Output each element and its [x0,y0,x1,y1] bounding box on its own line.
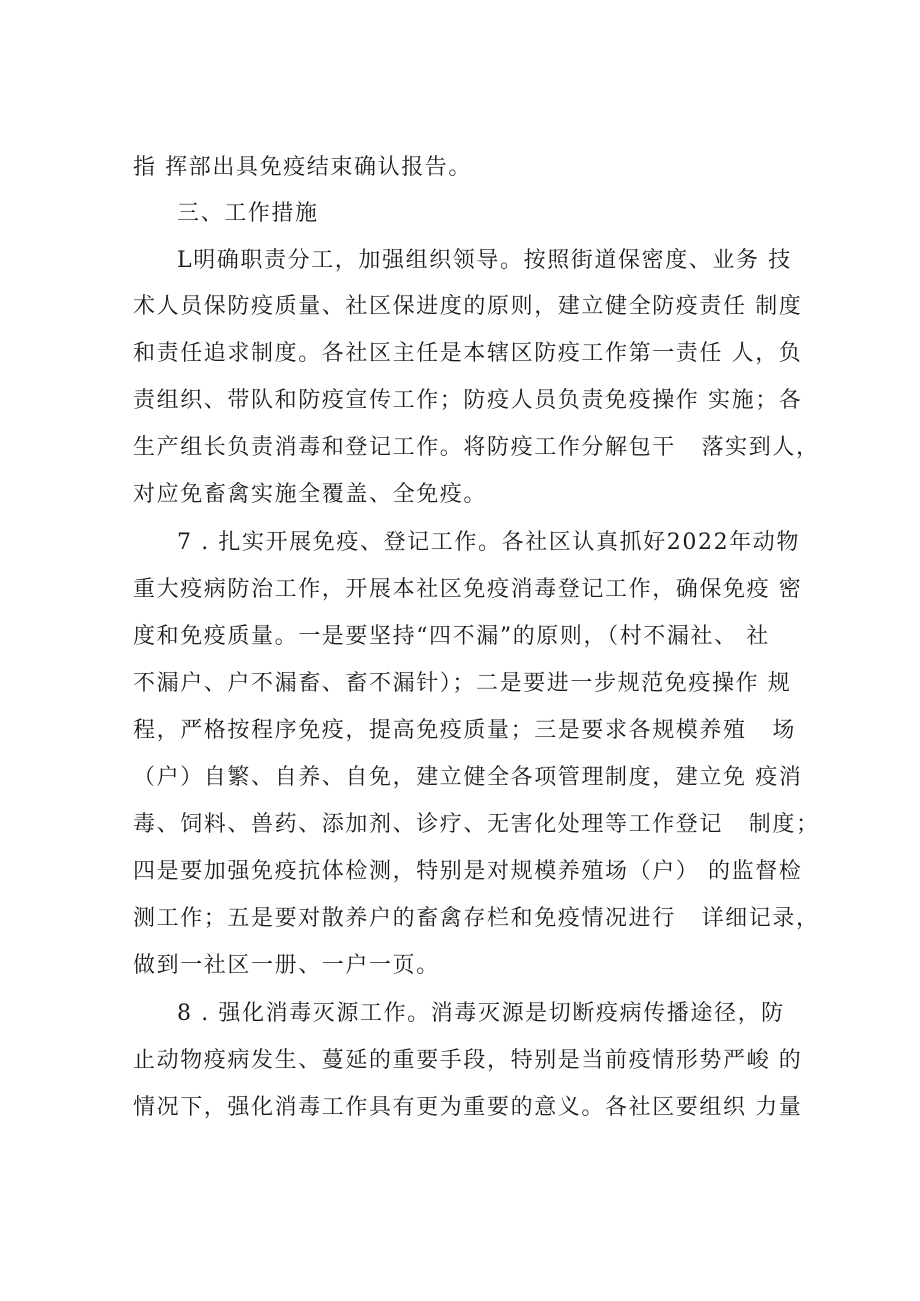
paragraph-line: 度和免疫质量。一是要坚持“四不漏”的原则，（村不漏社、 社 [133,624,770,649]
paragraph-line: 四是要加强免疫抗体检测，特别是对规模养殖场（户） 的监督检 [133,859,803,884]
paragraph-line: 8 . 强化消毒灭源工作。消毒灭源是切断疫病传播途径，防 [177,1001,785,1026]
paragraph-line: 指 挥部出具免疫结束确认报告。 [133,155,472,180]
paragraph-line: 毒、饲料、兽药、添加剂、诊疗、无害化处理等工作登记 制度； [133,812,820,837]
paragraph-line: 生产组长负责消毒和登记工作。将防疫工作分解包干 落实到人， [133,435,820,460]
paragraph-line: 7 . 扎实开展免疫、登记工作。各社区认真抓好2022年动物 [177,530,800,555]
paragraph-line: 不漏户、户不漏畜、畜不漏针）；二是要进一步规范免疫操作 规 [133,671,792,696]
paragraph-line: 术人员保防疫质量、社区保进度的原则，建立健全防疫责任 制度 [133,294,803,319]
paragraph-line: 对应免畜禽实施全覆盖、全免疫。 [133,482,488,507]
paragraph-line: 做到一社区一册、一户一页。 [133,953,440,978]
paragraph-line: 重大疫病防治工作，开展本社区免疫消毒登记工作，确保免疫 密 [133,577,803,602]
paragraph-line: L明确职责分工，加强组织领导。按照街道保密度、业务 技 [177,248,792,273]
paragraph-line: 止动物疫病发生、蔓延的重要手段，特别是当前疫情形势严峻 的 [133,1048,803,1073]
paragraph-line: 情况下，强化消毒工作具有更为重要的意义。各社区要组织 力量 [133,1095,803,1120]
paragraph-line: （户）自繁、自养、自免，建立健全各项管理制度，建立免 疫消 [133,765,803,790]
paragraph-line: 和责任追求制度。各社区主任是本辖区防疫工作第一责任 人，负 [133,341,803,366]
paragraph-line: 测工作；五是要对散养户的畜禽存栏和免疫情况进行 详细记录， [133,906,820,931]
paragraph-line: 责组织、带队和防疫宣传工作；防疫人员负责免疫操作 实施；各 [133,388,803,413]
paragraph-line: 程，严格按程序免疫，提高免疫质量；三是要求各规模养殖 场 [133,718,796,743]
section-heading: 三、工作措施 [177,201,319,226]
